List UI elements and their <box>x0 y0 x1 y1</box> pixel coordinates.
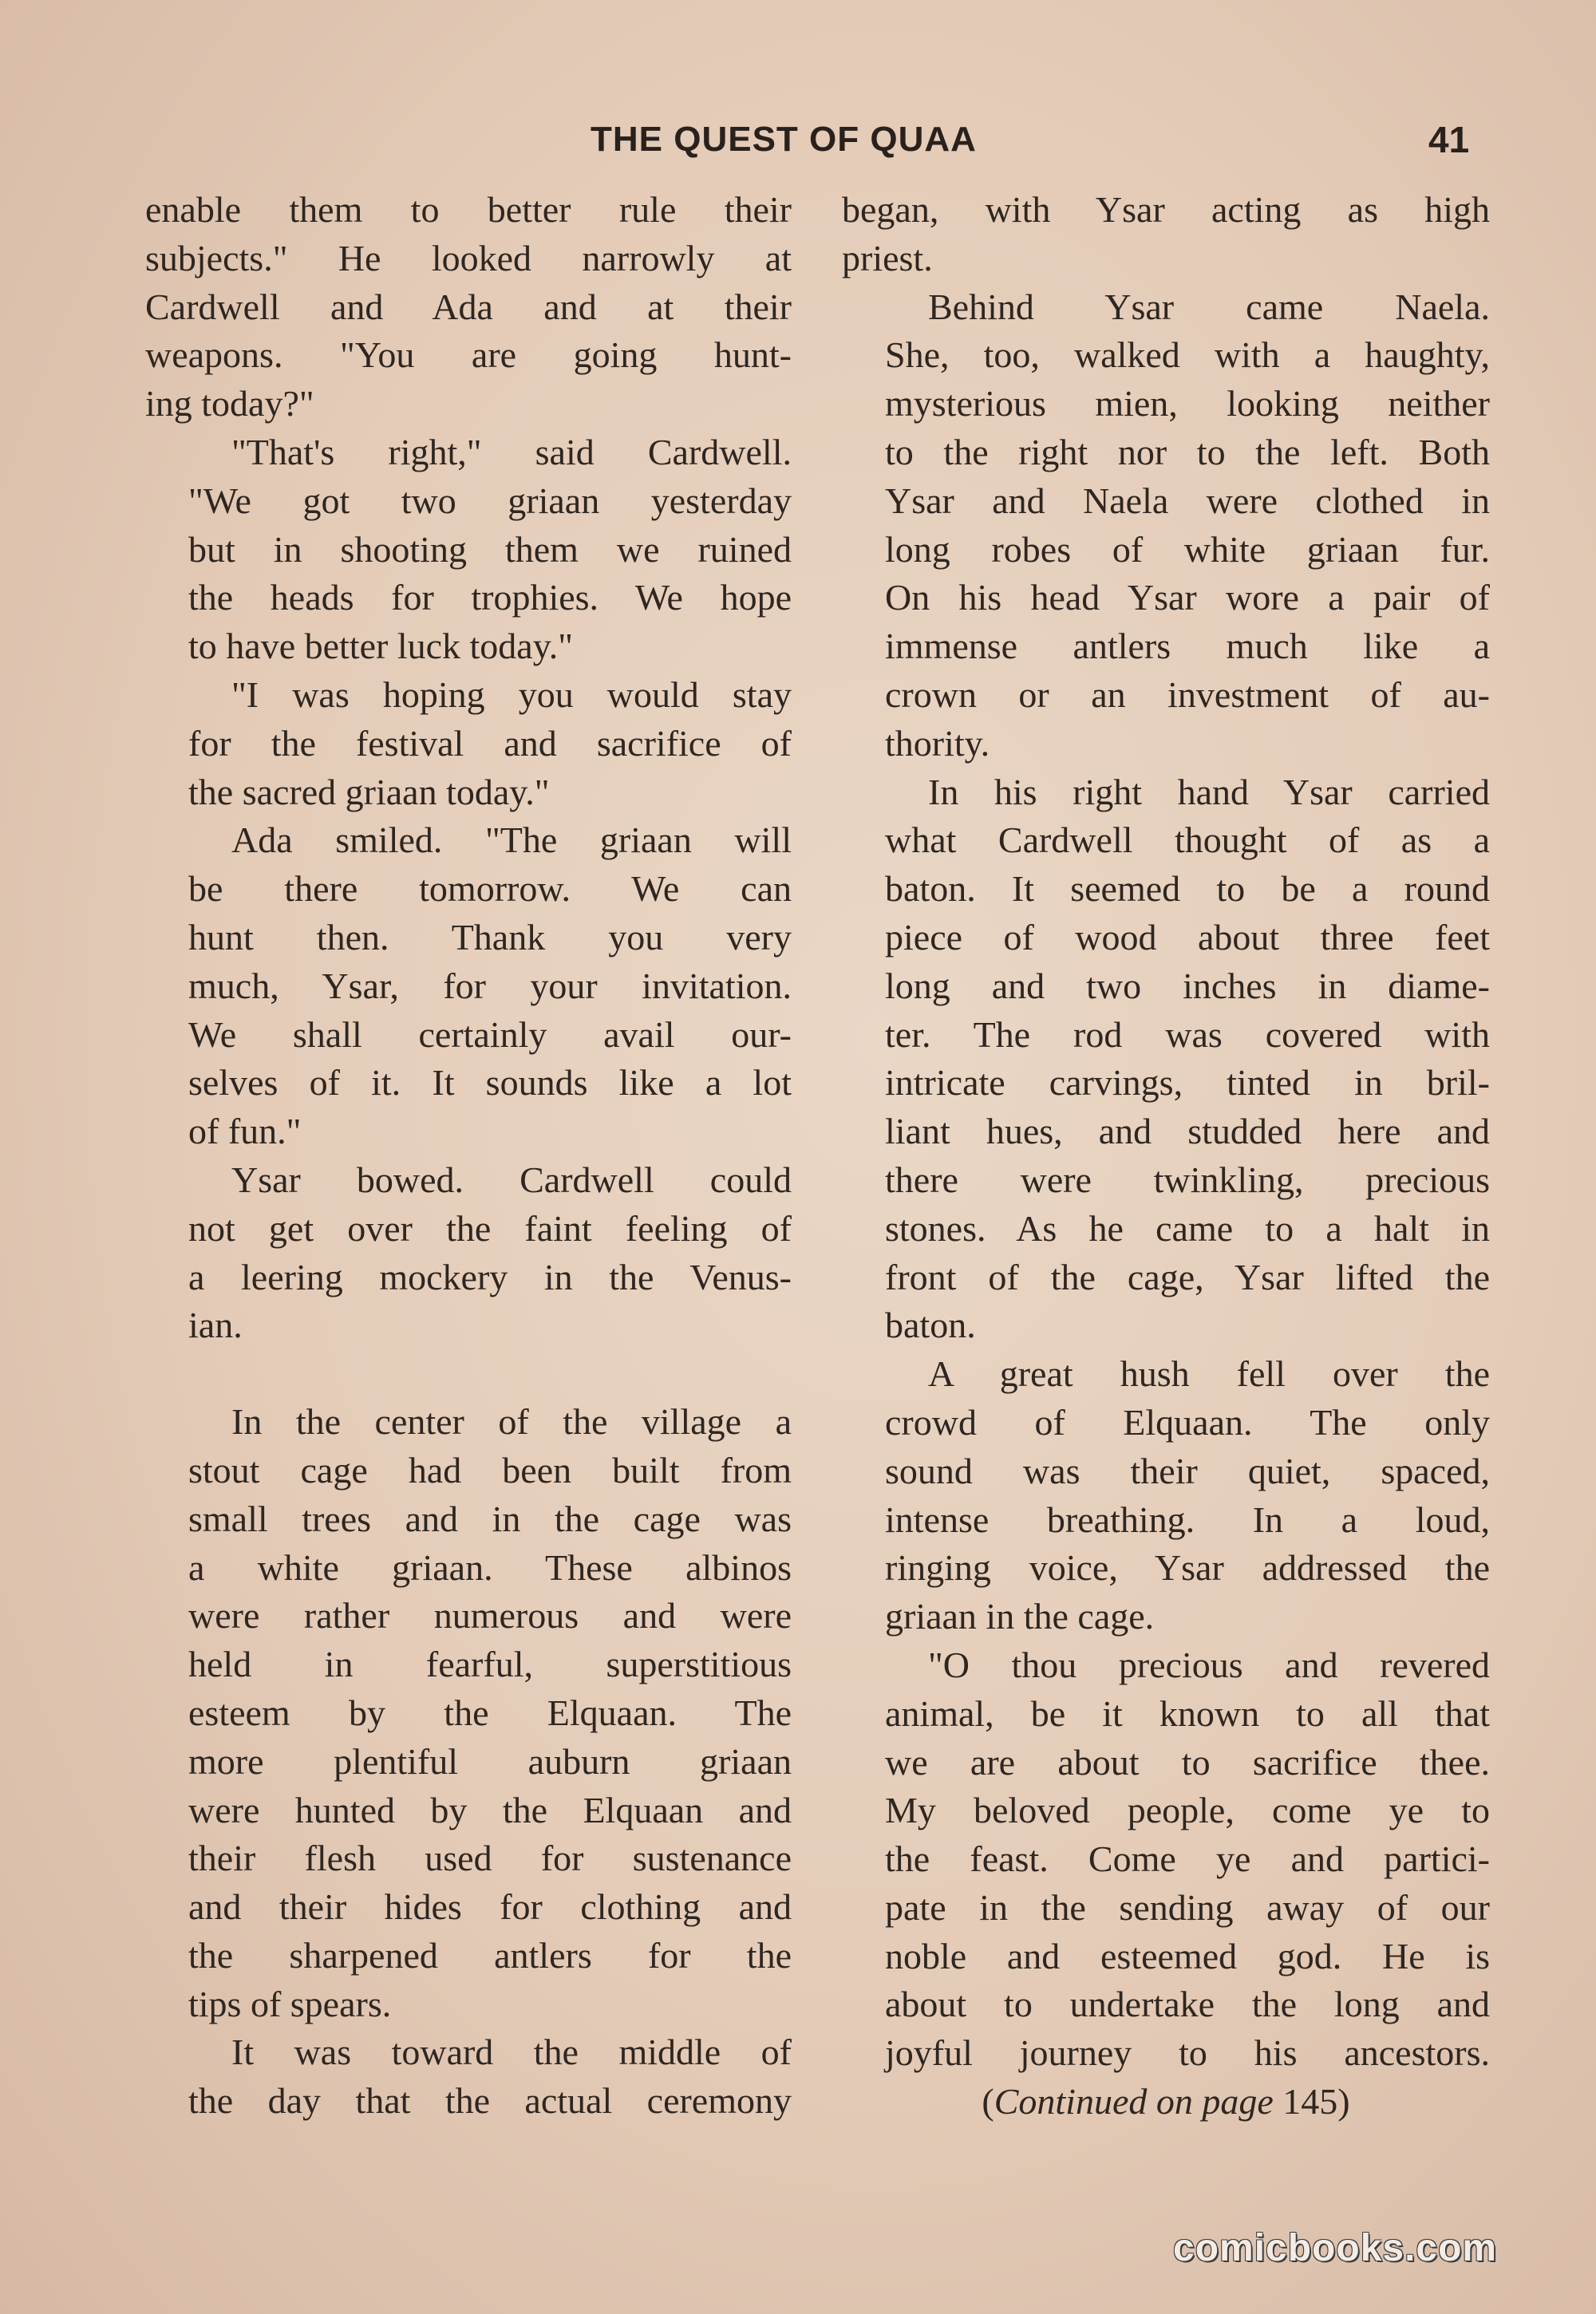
text-line: enable them to better rule their <box>145 189 792 230</box>
text-line: We shall certainly avail our- <box>188 1013 792 1055</box>
paragraph <box>145 1398 792 2028</box>
text-line: noble and esteemed god. He is <box>885 1935 1490 1976</box>
running-head <box>0 120 1596 168</box>
text-line: the sharpened antlers for the <box>188 1934 792 1976</box>
page-number: 41 <box>1428 119 1470 160</box>
text-line: It was toward the middle of <box>231 2032 792 2073</box>
text-line: long robes of white griaan fur. <box>885 528 1490 570</box>
text-line: selves of it. It sounds like a lot <box>188 1062 792 1104</box>
text-line: My beloved people, come ye to <box>885 1790 1490 1831</box>
text-line: baton. It seemed to be a round <box>885 868 1490 910</box>
text-line: held in fearful, superstitious <box>188 1644 792 1685</box>
text-line: ter. The rod was covered with <box>885 1013 1490 1055</box>
section-break <box>145 1350 792 1398</box>
right-column <box>842 186 1490 2126</box>
text-line: and their hides for clothing and <box>188 1886 792 1928</box>
running-title: THE QUEST OF QUAA <box>591 120 977 159</box>
text-line: to the right nor to the left. Both <box>885 431 1490 472</box>
text-line: for the festival and sacrifice of <box>188 722 792 764</box>
text-line: priest. <box>842 237 933 278</box>
text-line: the sacred griaan today." <box>188 771 550 812</box>
text-line: piece of wood about three feet <box>885 916 1490 958</box>
text-line: a leering mockery in the Venus- <box>188 1256 792 1297</box>
text-line: thority. <box>885 722 990 764</box>
watermark: comicbooks.com <box>1173 2227 1498 2269</box>
text-line: "We got two griaan yesterday <box>188 480 792 521</box>
text-line: about to undertake the long and <box>885 1984 1490 2025</box>
continued-notice <box>842 2078 1490 2126</box>
text-line: "That's right," said Cardwell. <box>231 431 792 472</box>
text-line: intense breathing. In a loud, <box>885 1499 1490 1540</box>
text-line: Ysar bowed. Cardwell could <box>231 1159 792 1200</box>
text-line: more plentiful auburn griaan <box>188 1740 792 1782</box>
text-line: much, Ysar, for your invitation. <box>188 965 792 1006</box>
text-line: In his right hand Ysar carried <box>928 771 1490 812</box>
text-line: In the center of the village a <box>231 1401 792 1443</box>
text-line: began, with Ysar acting as high <box>842 189 1490 230</box>
paragraph <box>842 186 1490 283</box>
text-line: not get over the faint feeling of <box>188 1207 792 1249</box>
text-line: A great hush fell over the <box>928 1353 1490 1395</box>
text-line: mysterious mien, looking neither <box>885 383 1490 424</box>
paragraph <box>145 1156 792 1350</box>
continued-label: Continued on page <box>994 2081 1274 2122</box>
text-line: the day that the actual ceremony <box>188 2080 792 2122</box>
text-line: Behind Ysar came Naela. <box>928 286 1490 327</box>
text-line: tips of spears. <box>188 1983 392 2024</box>
text-line: Ysar and Naela were clothed in <box>885 480 1490 521</box>
paragraph <box>842 1350 1490 1641</box>
text-line: small trees and in the cage was <box>188 1498 792 1539</box>
text-line: front of the cage, Ysar lifted the <box>885 1256 1490 1297</box>
text-line: griaan in the cage. <box>885 1596 1155 1637</box>
text-line: be there tomorrow. We can <box>188 868 792 910</box>
text-line: but in shooting them we ruined <box>188 528 792 570</box>
text-line: crown or an investment of au- <box>885 673 1490 715</box>
text-line: "O thou precious and revered <box>928 1644 1490 1685</box>
text-line: ringing voice, Ysar addressed the <box>885 1547 1490 1589</box>
text-line: She, too, walked with a haughty, <box>885 334 1490 376</box>
text-line: their flesh used for sustenance <box>188 1838 792 1879</box>
text-line: baton. <box>885 1305 976 1346</box>
text-line: subjects." He looked narrowly at <box>145 237 792 278</box>
text-line: On his head Ysar wore a pair of <box>885 577 1490 618</box>
left-column <box>145 186 792 2126</box>
text-line: Ada smiled. "The griaan will <box>231 819 792 861</box>
text-line: long and two inches in diame- <box>885 965 1490 1006</box>
text-line: immense antlers much like a <box>885 626 1490 667</box>
text-line: Cardwell and Ada and at their <box>145 286 792 327</box>
text-line: hunt then. Thank you very <box>188 916 792 958</box>
text-line: ing today?" <box>145 383 314 424</box>
text-line: we are about to sacrifice thee. <box>885 1741 1490 1783</box>
paragraph <box>842 768 1490 1351</box>
text-line: weapons. "You are going hunt- <box>145 334 792 376</box>
text-line: stout cage had been built from <box>188 1449 792 1491</box>
text-line: ian. <box>188 1305 243 1346</box>
text-line: of fun." <box>188 1111 302 1152</box>
text-line: the heads for trophies. We hope <box>188 577 792 618</box>
text-line: stones. As he came to a halt in <box>885 1207 1490 1249</box>
text-line: pate in the sending away of our <box>885 1886 1490 1928</box>
paragraph <box>145 816 792 1156</box>
text-line: what Cardwell thought of as a <box>885 819 1490 861</box>
text-line: the feast. Come ye and partici- <box>885 1838 1490 1880</box>
text-line: joyful journey to his ancestors. <box>885 2032 1490 2074</box>
paragraph <box>145 671 792 816</box>
paragraph <box>842 283 1490 768</box>
paragraph <box>145 428 792 671</box>
text-line: "I was hoping you would stay <box>231 673 792 715</box>
text-line: to have better luck today." <box>188 626 574 667</box>
text-line: liant hues, and studded here and <box>885 1111 1490 1152</box>
continued-page: 145) <box>1273 2081 1350 2122</box>
text-line: esteem by the Elquaan. The <box>188 1692 792 1733</box>
text-line: sound was their quiet, spaced, <box>885 1450 1490 1491</box>
continued-open: ( <box>982 2081 994 2122</box>
paragraph <box>842 1641 1490 2078</box>
text-line: were hunted by the Elquaan and <box>188 1789 792 1830</box>
text-line: intricate carvings, tinted in bril- <box>885 1062 1490 1104</box>
paragraph <box>145 2028 792 2126</box>
text-line: animal, be it known to all that <box>885 1692 1490 1734</box>
text-line: there were twinkling, precious <box>885 1159 1490 1200</box>
text-line: a white griaan. These albinos <box>188 1546 792 1588</box>
paragraph <box>145 186 792 428</box>
text-line: were rather numerous and were <box>188 1595 792 1637</box>
text-line: crowd of Elquaan. The only <box>885 1401 1490 1443</box>
